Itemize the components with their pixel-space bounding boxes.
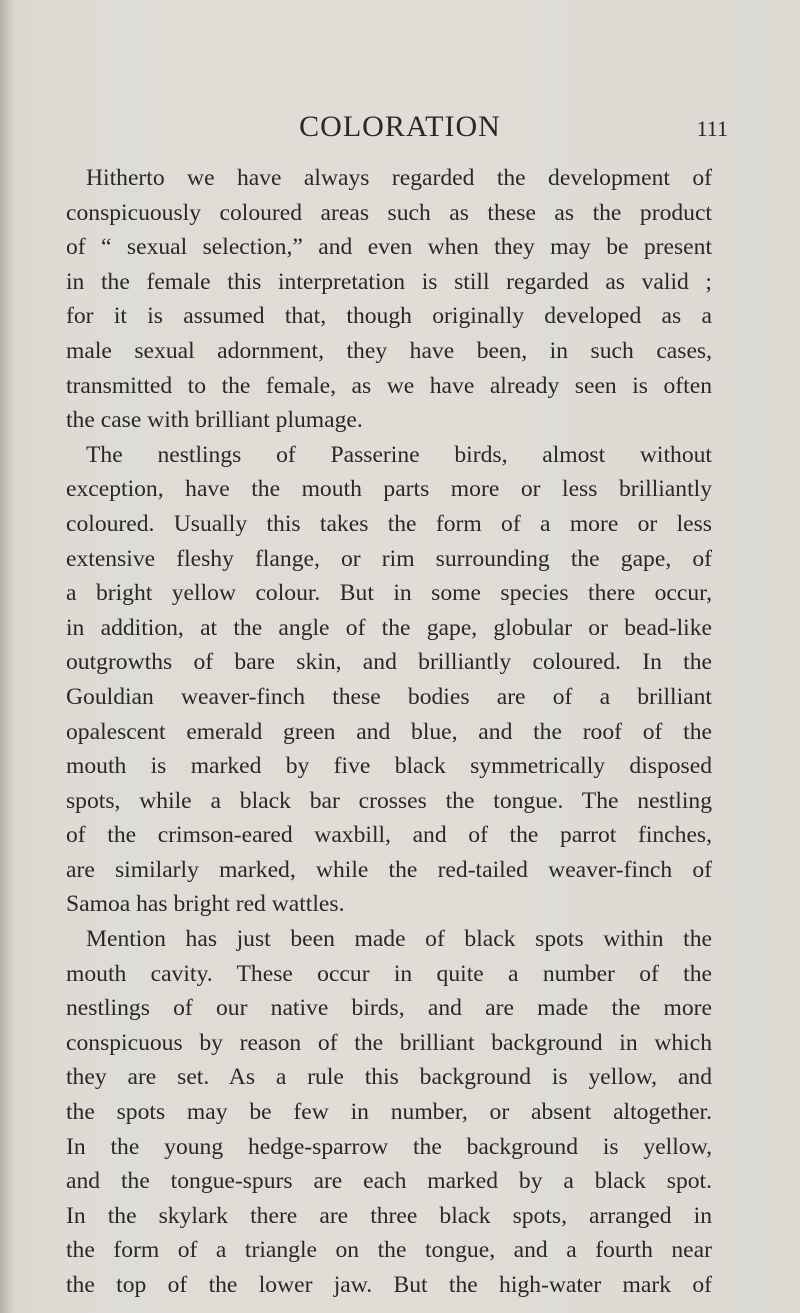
text-line: and the tongue-spurs are each marked by a black spot. [66, 1168, 712, 1195]
text-line: mouth is marked by five black symmetrically disposed [66, 753, 712, 780]
text-line: In the young hedge-sparrow the background is yellow, [66, 1133, 712, 1160]
text-line: Samoa has bright red wattles. [66, 891, 345, 918]
text-line: conspicuously coloured areas such as these as the product [66, 199, 712, 226]
text-line: transmitted to the female, as we have already seen is often [66, 372, 712, 399]
text-line: in the female this interpretation is still regarded as valid ; [66, 268, 712, 295]
spine-shadow [0, 0, 14, 1313]
text-line: of “ sexual selection,” and even when they may be present [66, 234, 712, 261]
page-number: 111 [696, 116, 728, 141]
text-line: exception, have the mouth parts more or less brilliantly [66, 476, 712, 503]
text-line: male sexual adornment, they have been, in such cases, [66, 337, 712, 364]
text-line: they are set. As a rule this background is yellow, and [66, 1064, 712, 1091]
text-line: for it is assumed that, though originally developed as a [66, 303, 712, 330]
text-line: Gouldian weaver-finch these bodies are of a brilliant [66, 683, 712, 710]
text-line: of the crimson-eared waxbill, and of the parrot finches, [66, 822, 712, 849]
text-line: mouth cavity. These occur in quite a number of the [66, 960, 712, 987]
text-line: nestlings of our native birds, and are made the more [66, 995, 712, 1022]
running-title: COLORATION [299, 110, 501, 143]
text-line: in addition, at the angle of the gape, globular or bead-like [66, 614, 712, 641]
text-line: Mention has just been made of black spots within the [86, 926, 712, 953]
text-line: extensive fleshy flange, or rim surrounding the gape, of [66, 545, 712, 572]
text-line: coloured. Usually this takes the form of a more or less [66, 510, 712, 537]
text-line: are similarly marked, while the red-tailed weaver-finch of [66, 856, 712, 883]
text-line: outgrowths of bare skin, and brilliantly coloured. In the [66, 649, 712, 676]
text-line: Hitherto we have always regarded the development of [86, 165, 712, 191]
body-text [66, 161, 712, 1303]
text-line: conspicuous by reason of the brilliant background in which [66, 1029, 712, 1056]
text-line: In the skylark there are three black spots, arranged in [66, 1202, 712, 1229]
text-line: a bright yellow colour. But in some species there occur, [66, 580, 712, 607]
text-line: the spots may be few in number, or absent altogether. [66, 1099, 712, 1126]
text-line: The nestlings of Passerine birds, almost without [86, 441, 712, 468]
text-line: the case with brilliant plumage. [66, 407, 363, 434]
text-line: spots, while a black bar crosses the tongue. The nestling [66, 787, 712, 814]
text-line: the top of the lower jaw. But the high-water mark of [66, 1272, 712, 1298]
running-head [0, 107, 800, 147]
text-line: opalescent emerald green and blue, and the roof of the [66, 718, 712, 745]
text-line: the form of a triangle on the tongue, and a fourth near [66, 1237, 712, 1264]
